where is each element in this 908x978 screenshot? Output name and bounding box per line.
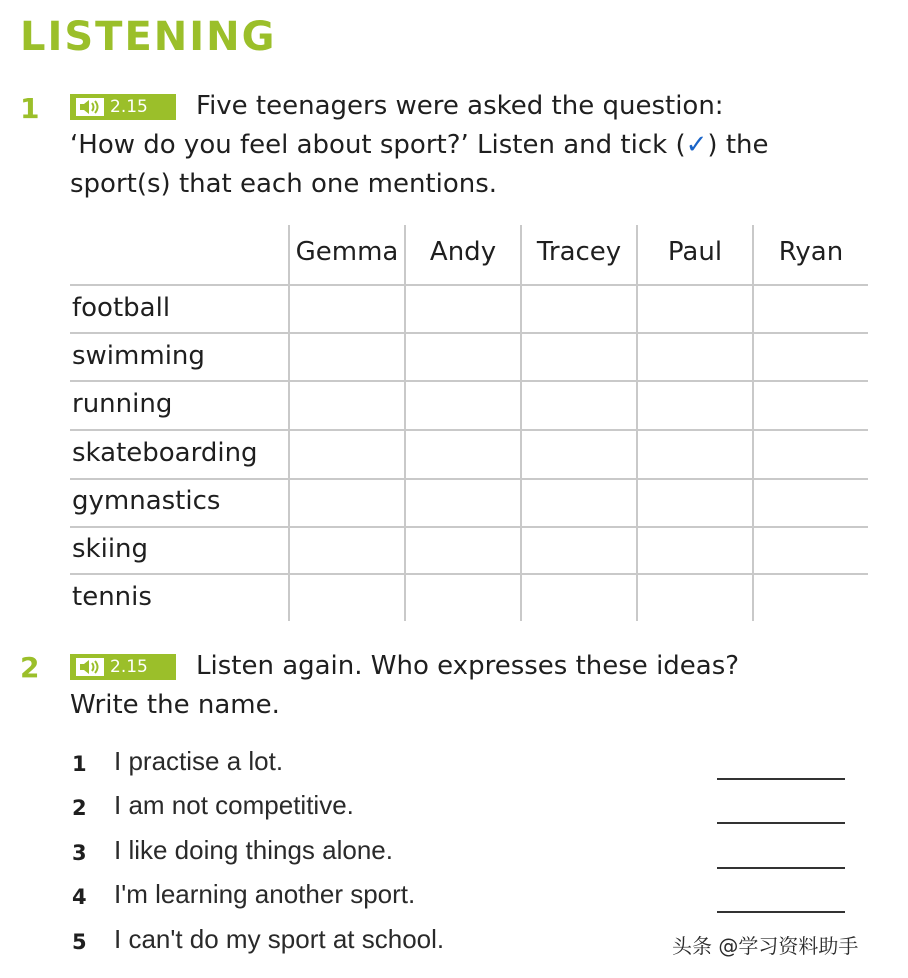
item-text: I'm learning another sport. <box>114 879 416 909</box>
audio-track-label: 2.15 <box>110 97 148 117</box>
column-header-paul: Paul <box>667 237 723 267</box>
item-text: I can't do my sport at school. <box>114 924 445 954</box>
table-hline <box>70 284 868 286</box>
list-item <box>72 790 848 830</box>
exercise-2-audio-badge[interactable] <box>70 654 176 680</box>
exercise-2-number: 2 <box>20 651 40 684</box>
table-hline <box>70 478 868 480</box>
watermark: 头条 @学习资料助手 <box>672 934 859 958</box>
item-number: 1 <box>72 752 87 776</box>
item-number: 2 <box>72 796 87 820</box>
section-title: LISTENING <box>20 14 277 60</box>
tick-icon: ✓ <box>685 130 708 160</box>
row-label-running: running <box>72 389 173 419</box>
audio-track-label: 2.15 <box>110 657 148 677</box>
instruction-line2-pre: ‘How do you feel about sport?’ Listen and tick ( <box>70 130 686 160</box>
table-hline <box>70 573 868 575</box>
column-header-andy: Andy <box>429 237 497 267</box>
exercise-1-instruction-line1: Five teenagers were asked the question: <box>196 91 724 121</box>
table-hline <box>70 429 868 431</box>
exercise-1-instruction-line3: sport(s) that each one mentions. <box>70 169 498 199</box>
answer-blank[interactable] <box>717 867 845 869</box>
table-hline <box>70 526 868 528</box>
sports-tick-table <box>70 225 868 625</box>
table-hline <box>70 332 868 334</box>
exercise-2-instruction-line2: Write the name. <box>70 690 280 720</box>
item-text: I like doing things alone. <box>114 835 393 865</box>
item-number: 5 <box>72 930 87 954</box>
exercise-1-audio-badge[interactable] <box>70 94 176 120</box>
answer-blank[interactable] <box>717 822 845 824</box>
item-text: I am not competitive. <box>114 790 354 820</box>
row-label-football: football <box>72 293 171 323</box>
column-header-gemma: Gemma <box>295 237 399 267</box>
instruction-line2-post: ) the <box>707 130 769 160</box>
exercise-2-instruction-line1: Listen again. Who expresses these ideas? <box>196 651 740 681</box>
exercise-1-instruction-line2 <box>70 126 768 165</box>
list-item <box>72 835 848 875</box>
row-label-tennis: tennis <box>72 582 152 612</box>
row-label-skiing: skiing <box>72 534 149 564</box>
speaker-icon <box>76 658 104 676</box>
answer-blank[interactable] <box>717 911 845 913</box>
item-text: I practise a lot. <box>114 746 284 776</box>
item-number: 4 <box>72 885 87 909</box>
row-label-swimming: swimming <box>72 341 205 371</box>
exercise-1-number: 1 <box>20 92 40 125</box>
table-hline <box>70 380 868 382</box>
speaker-icon <box>76 98 104 116</box>
row-label-skateboarding: skateboarding <box>72 438 258 468</box>
column-header-ryan: Ryan <box>778 237 844 267</box>
row-label-gymnastics: gymnastics <box>72 486 221 516</box>
list-item <box>72 746 848 786</box>
column-header-tracey: Tracey <box>536 237 622 267</box>
answer-blank[interactable] <box>717 778 845 780</box>
item-number: 3 <box>72 841 87 865</box>
list-item <box>72 879 848 919</box>
